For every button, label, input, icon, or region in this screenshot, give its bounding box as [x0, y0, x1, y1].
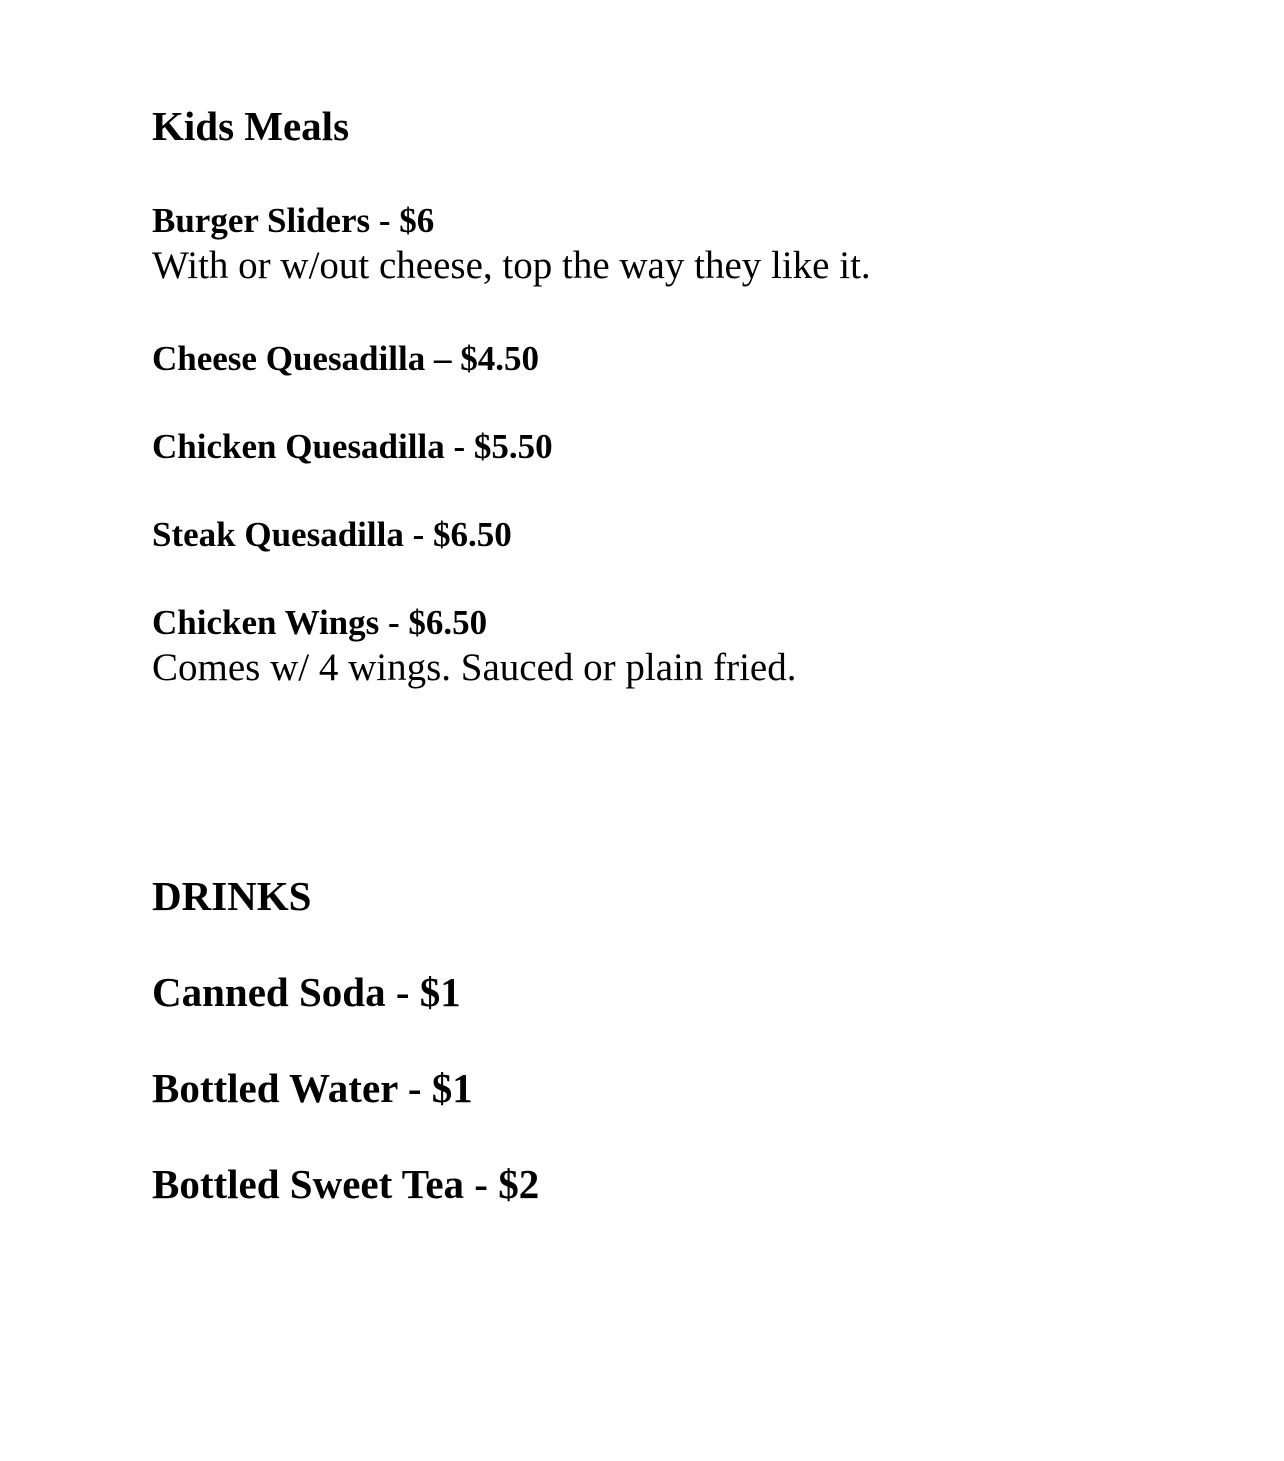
menu-item-steak-quesadilla: Steak Quesadilla - $6.50 — [152, 515, 512, 554]
drinks-heading: DRINKS — [152, 873, 312, 919]
menu-item-chicken-quesadilla: Chicken Quesadilla - $5.50 — [152, 427, 553, 466]
drink-item-bottled-sweet-tea: Bottled Sweet Tea - $2 — [152, 1161, 540, 1207]
menu-item-description: Comes w/ 4 wings. Sauced or plain fried. — [152, 646, 797, 689]
menu-item-chicken-wings: Chicken Wings - $6.50 — [152, 603, 488, 642]
kids-meals-heading: Kids Meals — [152, 103, 350, 149]
drink-item-bottled-water: Bottled Water - $1 — [152, 1065, 473, 1111]
drink-item-canned-soda: Canned Soda - $1 — [152, 969, 461, 1015]
menu-item-burger-sliders: Burger Sliders - $6 — [152, 201, 435, 240]
menu-item-description: With or w/out cheese, top the way they like it. — [152, 244, 871, 287]
menu-item-cheese-quesadilla: Cheese Quesadilla – $4.50 — [152, 339, 539, 378]
